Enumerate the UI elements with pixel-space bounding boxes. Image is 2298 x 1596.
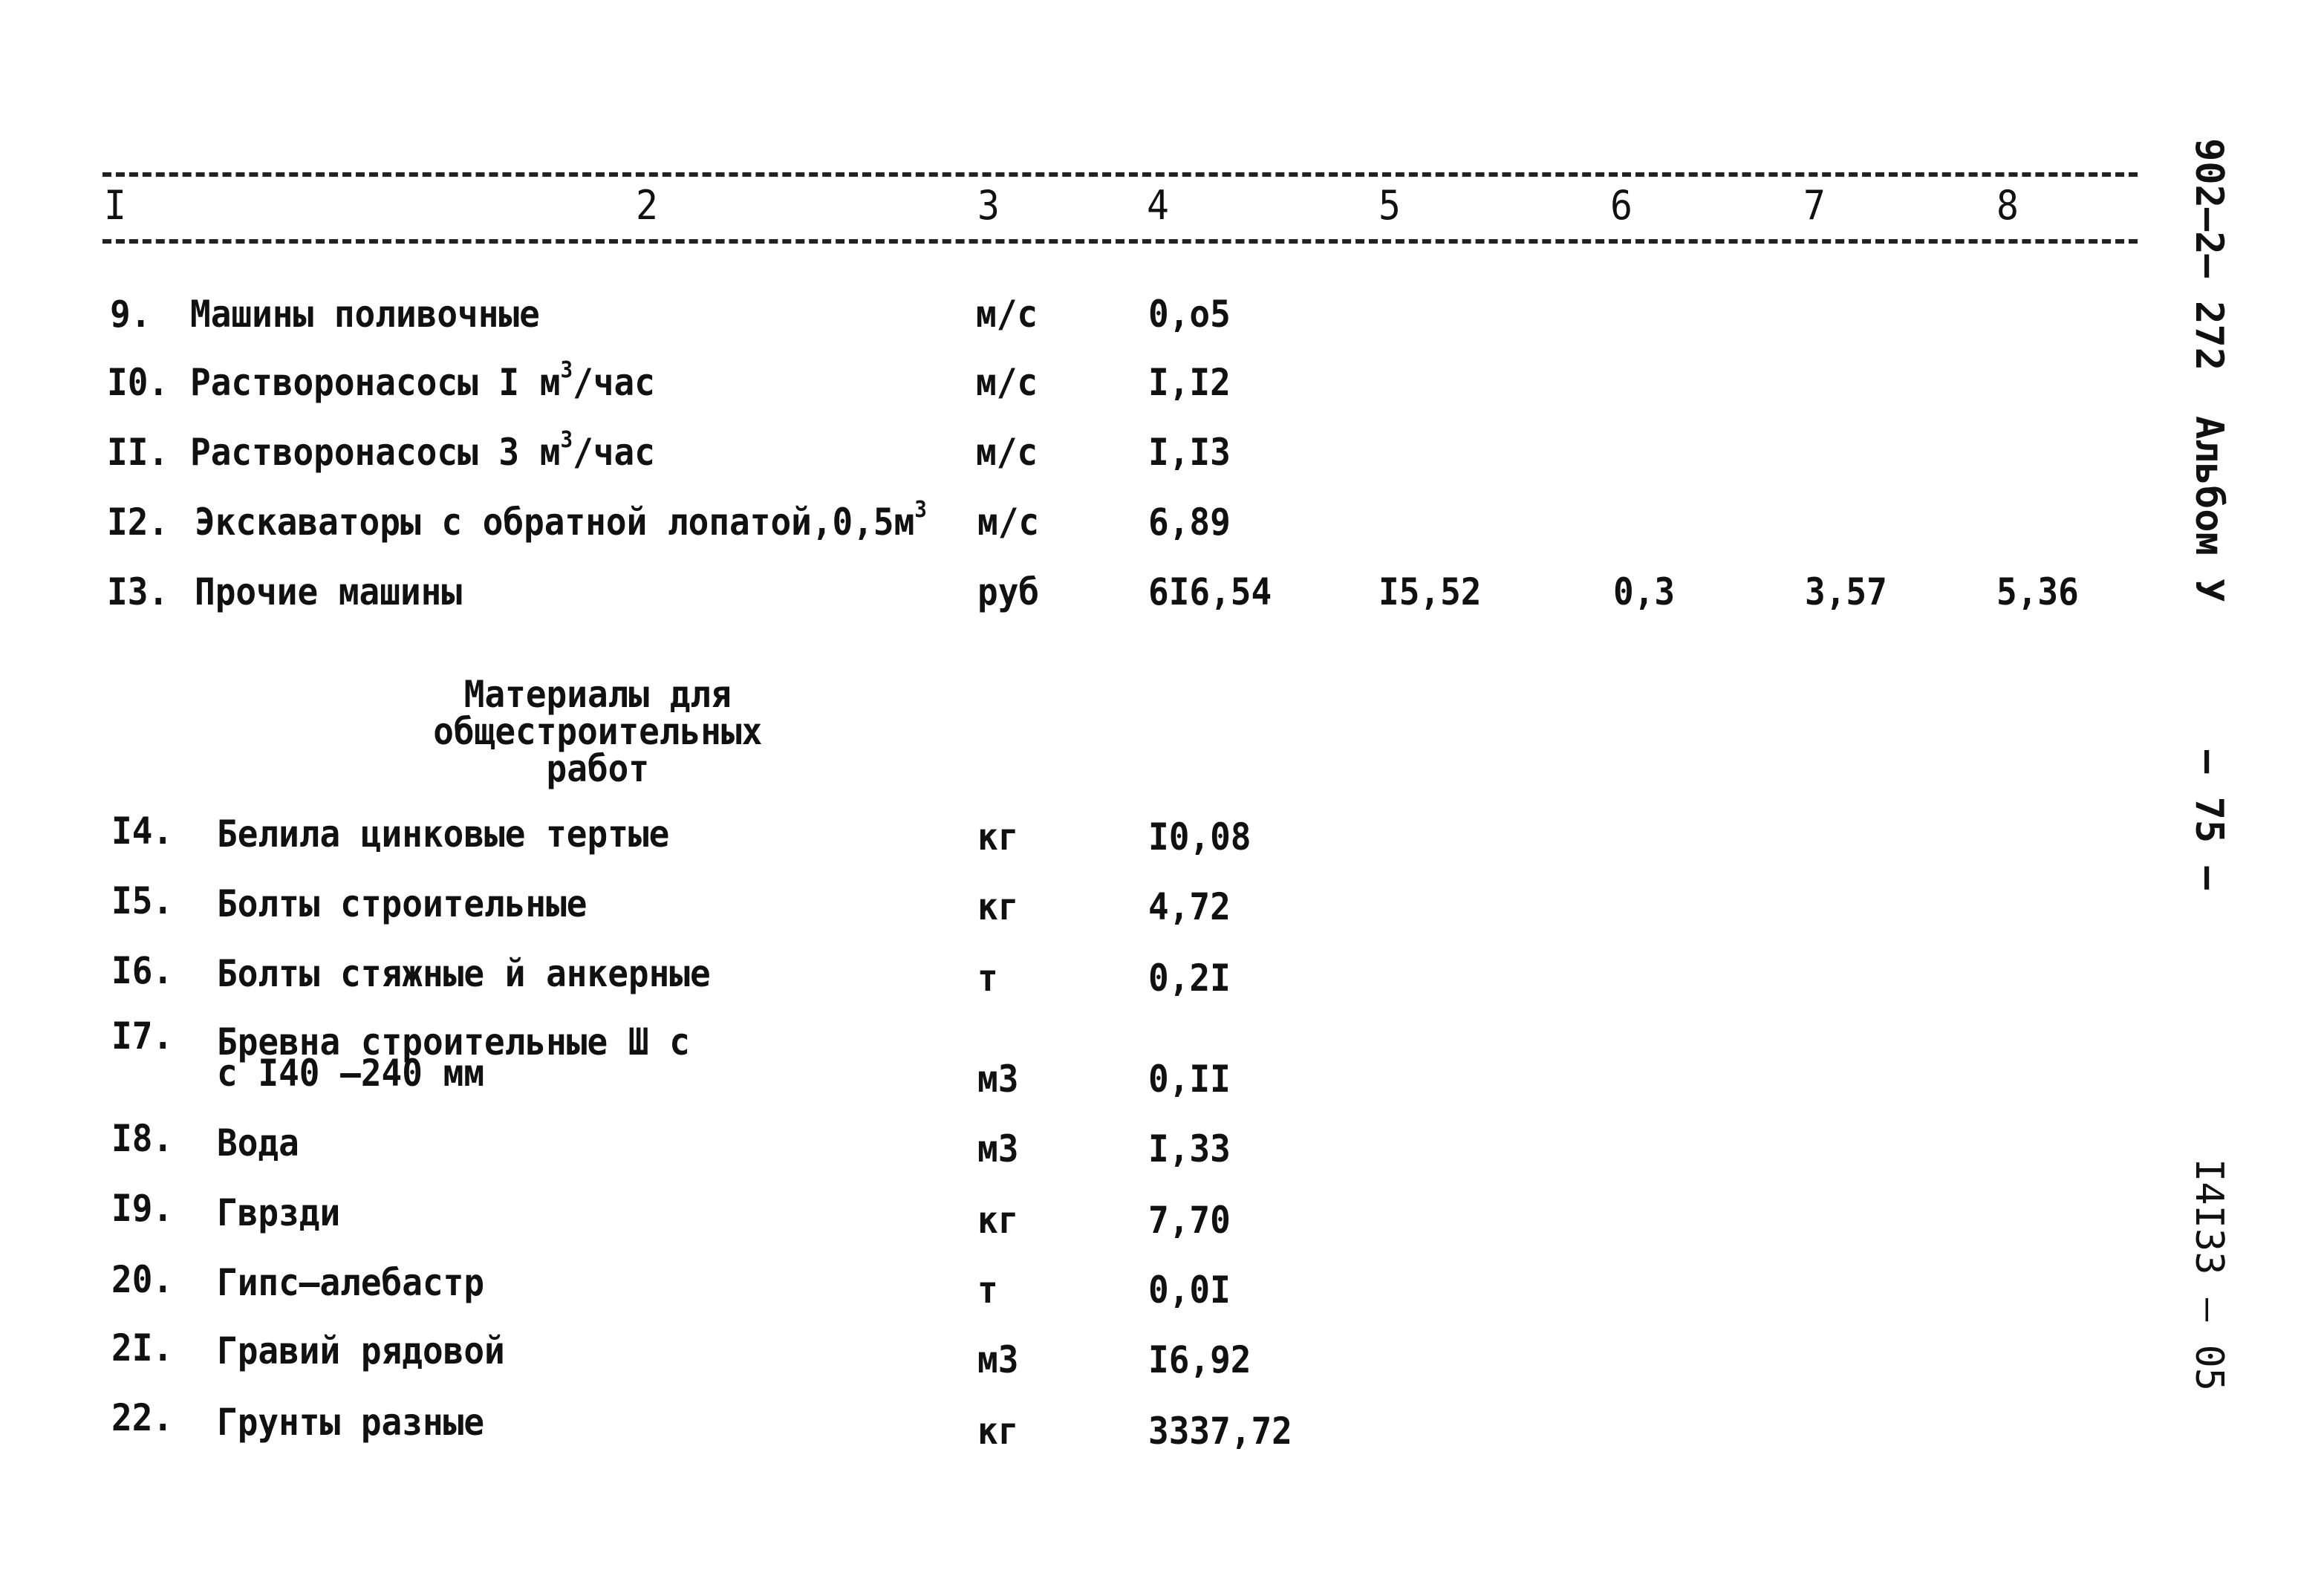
row-16-name: Болты стяжные й анкерные xyxy=(217,952,711,995)
row-14-name: Белила цинковые тертые xyxy=(217,812,670,856)
row-17-name: Бревна строительные Ш с xyxy=(217,1020,690,1064)
row-16-col4: 0,2I xyxy=(1148,957,1231,1000)
row-13-col6: 0,3 xyxy=(1613,570,1676,613)
row-12-name: Экскаваторы с обратной $лопатой,0,5м^3$ xyxy=(195,497,927,544)
row-14-col4: I0,08 xyxy=(1148,815,1251,859)
row-13-number: I3. xyxy=(107,570,169,613)
row-12-col4: 6,89 xyxy=(1148,501,1231,544)
row-11-name: Растворонасосы 3 $м^3$/час xyxy=(190,427,655,474)
row-18-col4: I,33 xyxy=(1148,1127,1231,1170)
row-13-col5: I5,52 xyxy=(1379,570,1482,613)
row-22-col4: 3337,72 xyxy=(1148,1410,1292,1453)
row-10-unit: м/с xyxy=(976,361,1038,404)
row-19-name: Гврзди xyxy=(217,1191,341,1234)
row-20-number: 20. xyxy=(111,1258,174,1301)
row-18-number: I8. xyxy=(111,1117,174,1160)
row-21-name: Гравий рядовой xyxy=(217,1329,505,1372)
row-13-col8: 5,36 xyxy=(1996,570,2079,613)
row-21-col4: I6,92 xyxy=(1148,1338,1251,1381)
row-12-unit: м/с xyxy=(977,501,1040,544)
row-11-unit: м/с xyxy=(976,431,1038,474)
row-21-number: 2I. xyxy=(111,1326,174,1369)
row-17-unit: м3 xyxy=(977,1058,1019,1101)
col-header-1: I xyxy=(104,182,126,229)
col-header-5: 5 xyxy=(1379,182,1401,229)
section-title: Материалы для общестроительных работ xyxy=(433,673,763,790)
header-top-rule xyxy=(102,172,2138,177)
row-10-col4: I,I2 xyxy=(1148,361,1231,404)
col-header-6: 6 xyxy=(1610,182,1633,229)
margin-doc-code: 902–2– 272 xyxy=(2187,138,2231,371)
row-19-number: I9. xyxy=(111,1187,174,1230)
col-header-7: 7 xyxy=(1803,182,1826,229)
margin-page-number: – 75 – xyxy=(2187,750,2231,890)
row-14-unit: кг xyxy=(977,815,1019,859)
row-17-col4: 0,II xyxy=(1148,1058,1231,1101)
row-11-number: II. xyxy=(107,431,169,474)
row-17-name-line2: с I40 –240 мм xyxy=(217,1052,485,1095)
row-15-number: I5. xyxy=(111,879,174,922)
row-12-number: I2. xyxy=(107,501,169,544)
row-17-number: I7. xyxy=(111,1014,174,1058)
header-bottom-rule xyxy=(102,239,2138,244)
row-15-unit: кг xyxy=(977,885,1019,928)
row-19-col4: 7,70 xyxy=(1148,1199,1231,1242)
col-header-3: 3 xyxy=(977,182,1000,229)
row-18-unit: м3 xyxy=(977,1127,1019,1170)
margin-album: Альбом У xyxy=(2187,416,2231,602)
row-13-unit: руб xyxy=(977,570,1040,613)
row-16-number: I6. xyxy=(111,949,174,992)
row-16-unit: т xyxy=(977,957,998,1000)
row-9-name: Машины поливочные xyxy=(190,293,540,336)
row-10-name: Растворонасосы I $м^3$/час xyxy=(190,357,655,404)
row-20-col4: 0,0I xyxy=(1148,1268,1231,1312)
row-13-col7: 3,57 xyxy=(1805,570,1887,613)
row-9-unit: м/с xyxy=(976,293,1038,336)
row-21-unit: м3 xyxy=(977,1338,1019,1381)
row-22-number: 22. xyxy=(111,1396,174,1439)
col-header-2: 2 xyxy=(636,182,658,229)
row-9-col4: 0,о5 xyxy=(1148,293,1231,336)
row-20-name: Гипс–алебастр xyxy=(217,1261,485,1304)
margin-inventory-number: I4I33 – 05 xyxy=(2187,1159,2231,1392)
row-14-number: I4. xyxy=(111,810,174,853)
row-20-unit: т xyxy=(977,1268,998,1312)
row-15-name: Болты строительные xyxy=(217,882,587,925)
row-18-name: Вода xyxy=(217,1121,299,1165)
row-22-unit: кг xyxy=(977,1410,1019,1453)
row-10-number: I0. xyxy=(107,361,169,404)
col-header-8: 8 xyxy=(1996,182,2019,229)
row-22-name: Грунты разные xyxy=(217,1401,485,1444)
row-9-number: 9. xyxy=(110,293,152,336)
row-13-name: Прочие машины xyxy=(195,570,463,613)
row-15-col4: 4,72 xyxy=(1148,885,1231,928)
row-13-col4: 6I6,54 xyxy=(1148,570,1272,613)
row-11-col4: I,I3 xyxy=(1148,431,1231,474)
row-19-unit: кг xyxy=(977,1199,1019,1242)
col-header-4: 4 xyxy=(1147,182,1169,229)
